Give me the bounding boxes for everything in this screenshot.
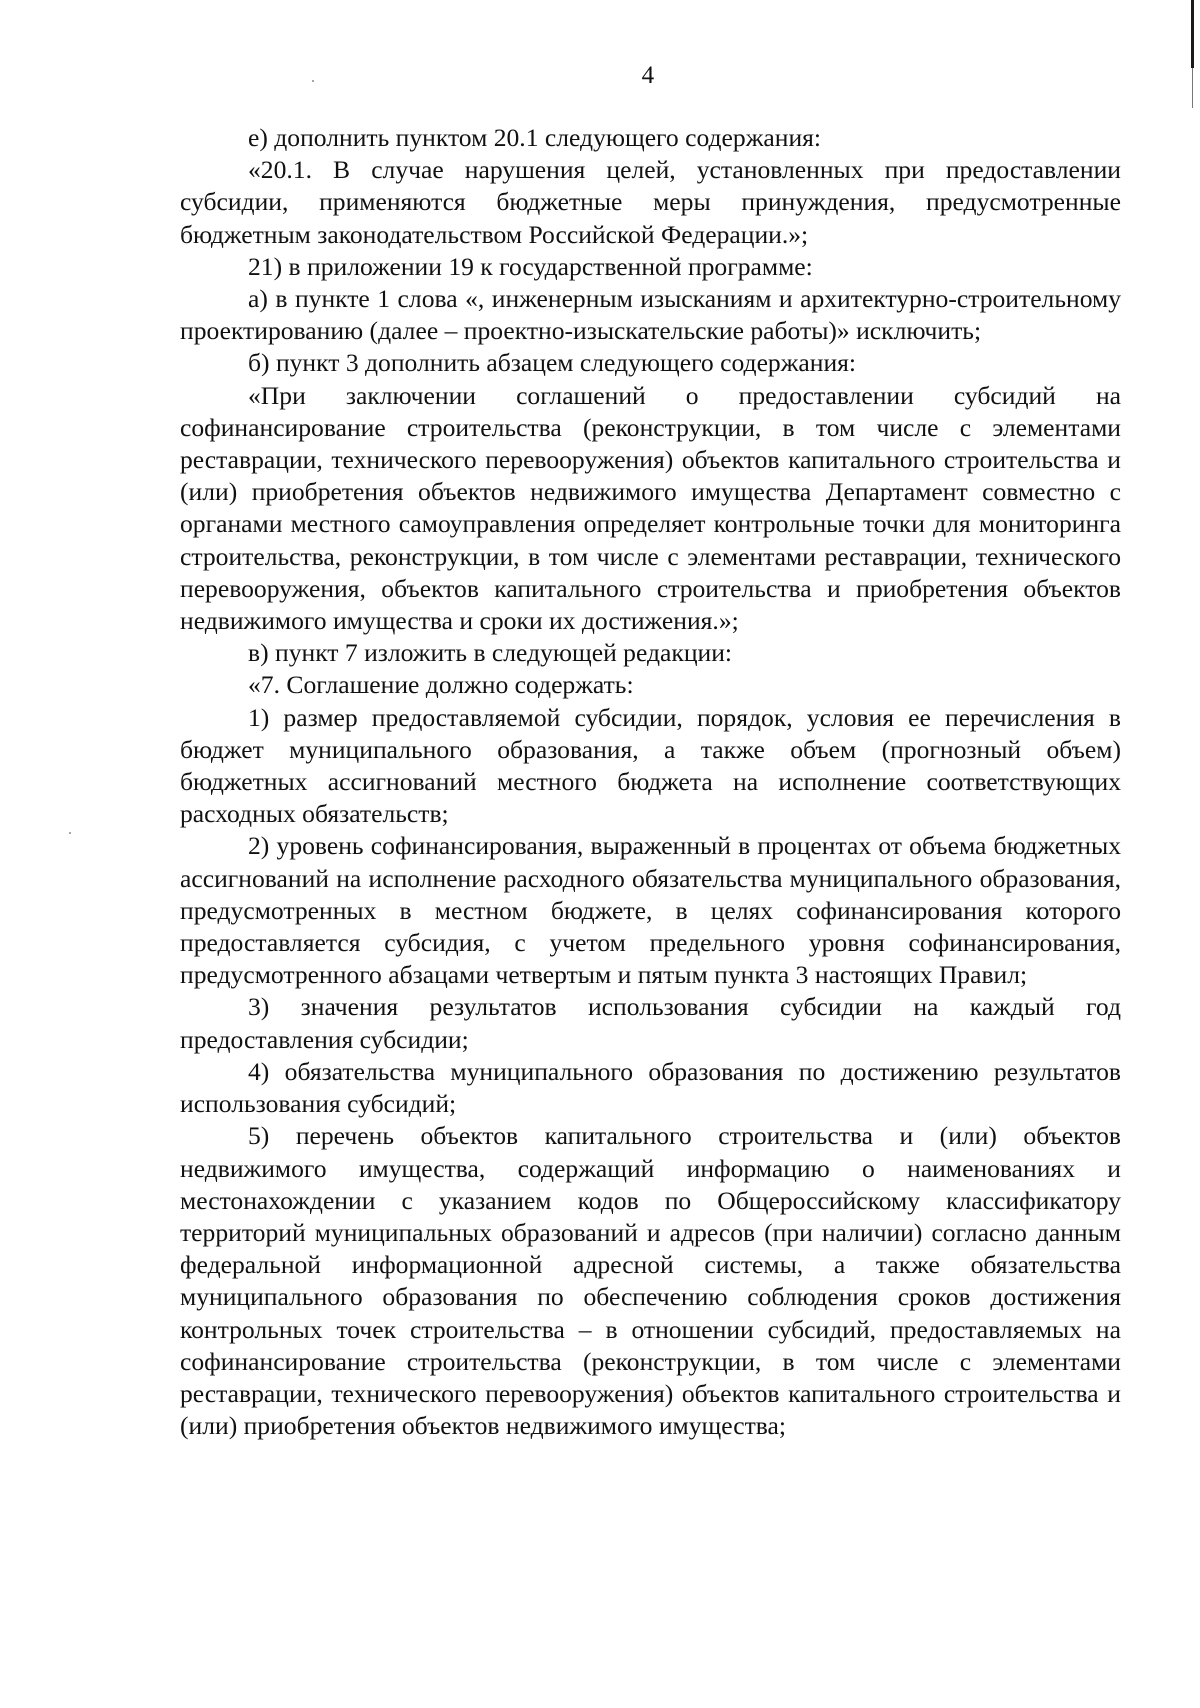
paragraph: 2) уровень софинансирования, выраженный в процентах от объема бюджетных ассигнований на исполнение расходного обязательства муниципального образования, предусмотренных в местном бюджете, в целях софинансирования которого предоставляется субсидия, с учетом предельного уровня софинансирования, предусмотренного абзацами четвертым и пятым пункта 3 настоящих Правил; [180, 831, 1121, 990]
paragraph: в) пункт 7 изложить в следующей редакции: [248, 638, 733, 668]
paragraph: 1) размер предоставляемой субсидии, порядок, условия ее перечисления в бюджет муниципального образования, а также объем (прогнозный объем) бюджетных ассигнований местного бюджета на исполнение соответствующих расходных обязательств; [180, 702, 1121, 829]
paragraph: е) дополнить пунктом 20.1 следующего содержания: [248, 123, 822, 152]
paragraph: 3) значения результатов использования субсидии на каждый год предоставления субсидии; [180, 992, 1121, 1054]
paragraph: «7. Соглашение должно содержать: [248, 670, 634, 700]
paragraph: 21) в приложении 19 к государственной программе: [248, 251, 813, 281]
paragraph: б) пункт 3 дополнить абзацем следующего содержания: [248, 348, 857, 378]
document-body [180, 122, 1121, 1442]
paragraph: «20.1. В случае нарушения целей, установленных при предоставлении субсидии, применяются бюджетные меры принуждения, предусмотренные бюджетным законодательством Российской Федерации.»; [180, 155, 1121, 249]
page-number: 4 [641, 62, 655, 89]
scan-speck [69, 832, 71, 834]
paragraph: 5) перечень объектов капитального строительства и (или) объектов недвижимого имущества, содержащий информацию о наименованиях и местонахождении с указанием кодов по Общероссийскому классификатору территорий муниципальных образований и адресов (при наличии) согласно данным федеральной информационной адресной системы, а также обязательства муниципального образования по обеспечению соблюдения сроков достижения контрольных точек строительства – в отношении субсидий, предоставляемых на софинансирование строительства (реконструкции, в том числе с элементами реставрации, технического перевооружения) объектов капитального строительства и (или) приобретения объектов недвижимого имущества; [180, 1121, 1121, 1441]
paragraph: 4) обязательства муниципального образования по достижению результатов использования субсидий; [180, 1056, 1121, 1119]
paragraph: «При заключении соглашений о предоставлении субсидий на софинансирование строительства (реконструкции, в том числе с элементами реставрации, технического перевооружения) объектов капитального строительства и (или) приобретения объектов недвижимого имущества Департамент совместно с органами местного самоуправления определяет контрольные точки для мониторинга строительства, реконструкции, в том числе с элементами реставрации, технического перевооружения, объектов капитального строительства и приобретения объектов недвижимого имущества и сроки их достижения.»; [180, 380, 1121, 636]
scan-edge-mark [1191, 0, 1194, 68]
paragraph: а) в пункте 1 слова «, инженерным изысканиям и архитектурно-строительному проектированию (далее – проектно-изыскательские работы)» исключить; [180, 284, 1121, 346]
